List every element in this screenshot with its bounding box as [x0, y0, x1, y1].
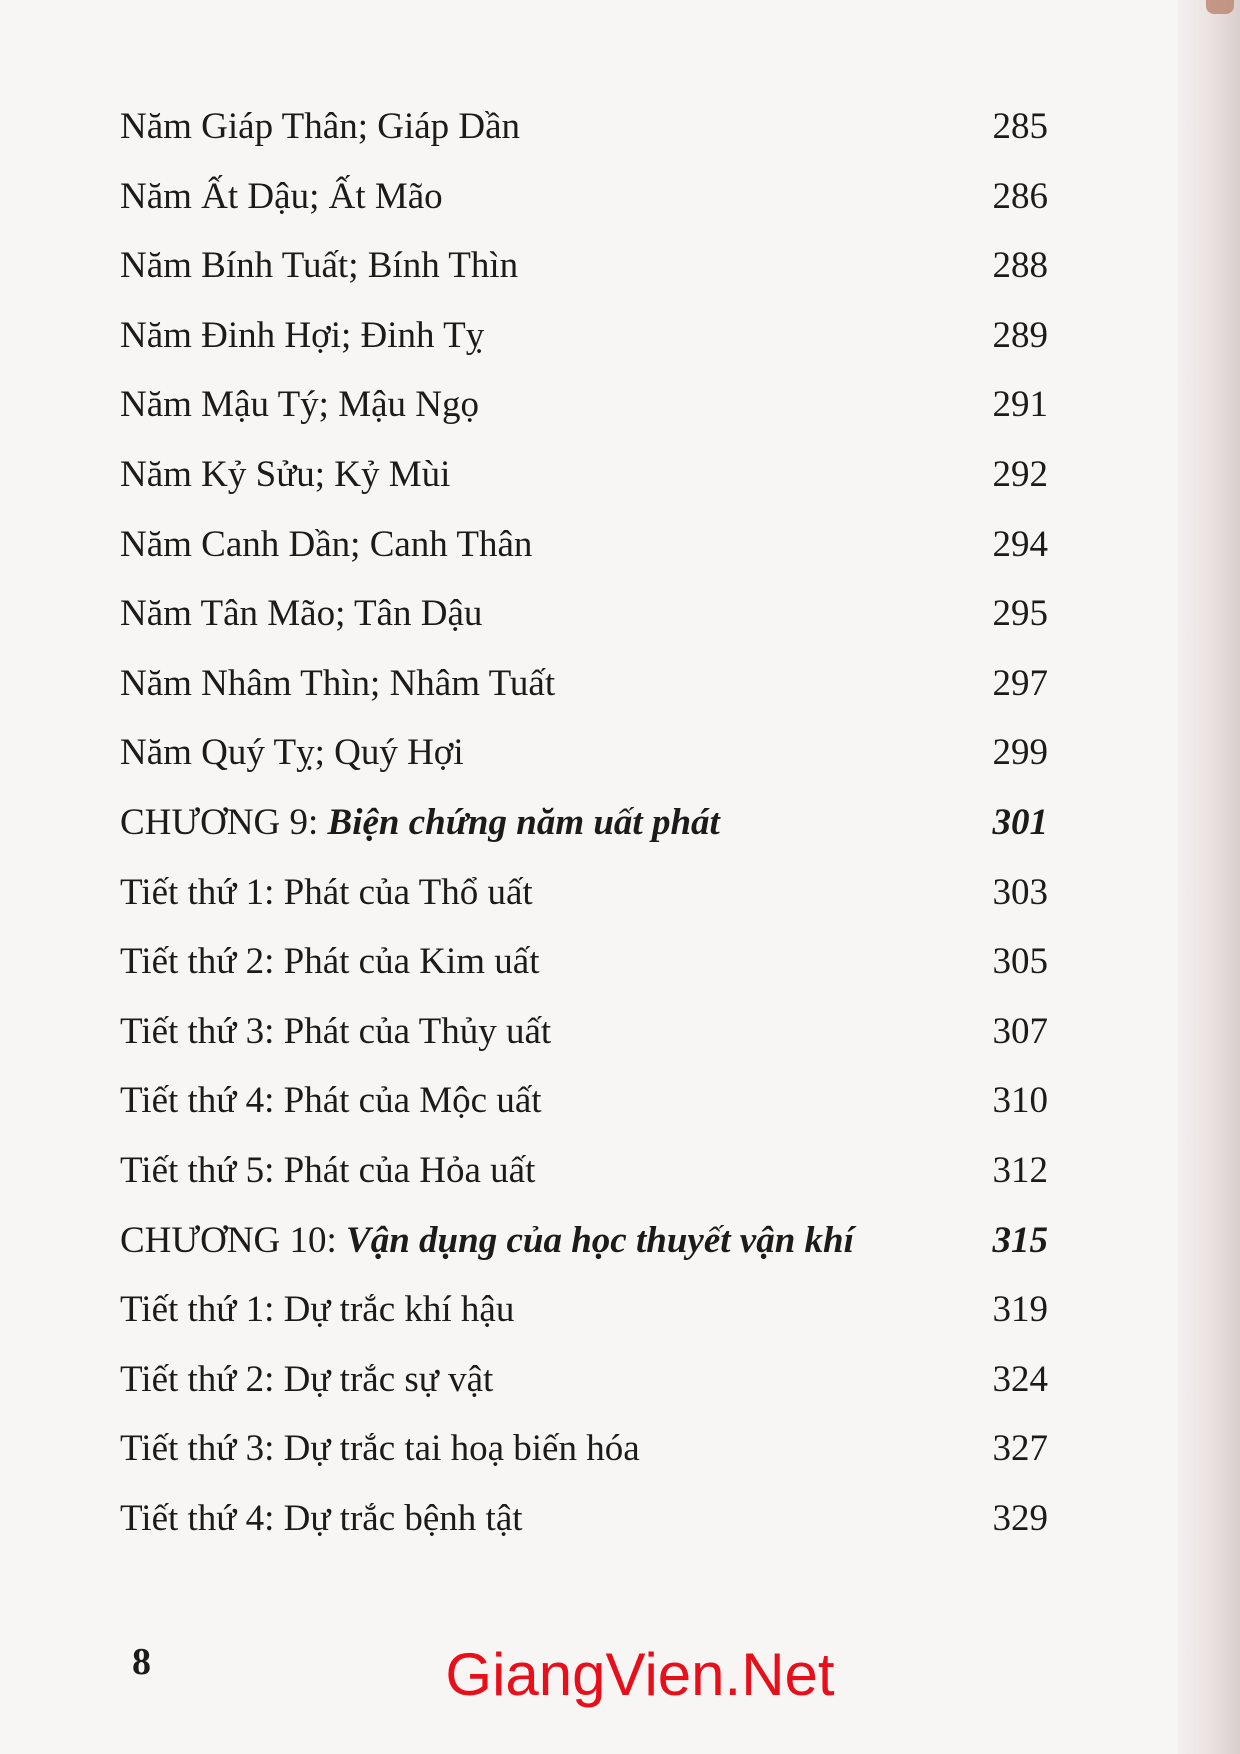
toc-row	[120, 1066, 1060, 1136]
toc-row	[120, 440, 1060, 510]
toc-page-number: 288	[992, 245, 1048, 287]
toc-row	[120, 301, 1060, 371]
chapter-title: Biện chứng năm uất phát	[327, 801, 720, 843]
toc-row	[120, 370, 1060, 440]
toc-entry-title: Tiết thứ 4: Dự trắc bệnh tật	[120, 1497, 523, 1539]
page-number: 8	[132, 1641, 151, 1683]
toc-page-number: 303	[992, 871, 1048, 913]
toc-row	[120, 649, 1060, 719]
toc-row	[120, 927, 1060, 997]
toc-row	[120, 162, 1060, 232]
toc-row	[120, 1484, 1060, 1554]
toc-entry-title: Năm Kỷ Sửu; Kỷ Mùi	[120, 453, 451, 495]
toc-page-number: 289	[992, 314, 1048, 356]
page-edge-shadow	[1178, 0, 1240, 1754]
toc-entry-title: Năm Bính Tuất; Bính Thìn	[120, 245, 519, 287]
toc-entry-title: Năm Mậu Tý; Mậu Ngọ	[120, 384, 479, 426]
toc-row	[120, 997, 1060, 1067]
toc-entry-title: Năm Quý Tỵ; Quý Hợi	[120, 732, 464, 774]
toc-page-number: 291	[992, 384, 1048, 426]
toc-page-number: 285	[992, 106, 1048, 147]
toc-page-number: 315	[992, 1219, 1048, 1261]
toc-entry-title: Năm Nhâm Thìn; Nhâm Tuất	[120, 662, 556, 704]
toc-page-number: 329	[992, 1497, 1048, 1539]
toc-row	[120, 1275, 1060, 1345]
toc-page-number: 295	[992, 593, 1048, 635]
toc-entry-title: Tiết thứ 3: Phát của Thủy uất	[120, 1010, 552, 1052]
toc-entry-title: Tiết thứ 2: Phát của Kim uất	[120, 941, 540, 983]
toc-row	[120, 510, 1060, 580]
chapter-label: CHƯƠNG 10:	[120, 1219, 347, 1261]
toc-entry-title: Tiết thứ 1: Dự trắc khí hậu	[120, 1289, 515, 1331]
toc-row	[120, 1414, 1060, 1484]
chapter-label: CHƯƠNG 9:	[120, 801, 328, 843]
table-of-contents	[120, 92, 1060, 1553]
toc-row	[120, 231, 1060, 301]
toc-page-number: 286	[992, 175, 1048, 217]
toc-entry-title: Tiết thứ 1: Phát của Thổ uất	[120, 871, 533, 913]
toc-entry-title: Tiết thứ 4: Phát của Mộc uất	[120, 1080, 542, 1122]
toc-entry-title	[120, 1206, 854, 1276]
toc-chapter-row	[120, 788, 1060, 858]
toc-page-number: 324	[992, 1358, 1048, 1400]
toc-row	[120, 579, 1060, 649]
watermark-logo[interactable]: GiangVien.Net	[445, 1641, 835, 1708]
toc-page-number: 292	[992, 453, 1048, 495]
toc-page-number: 299	[992, 732, 1048, 774]
toc-entry-title: Năm Canh Dần; Canh Thân	[120, 523, 533, 565]
toc-page-number: 297	[992, 662, 1048, 704]
toc-entry-title	[120, 788, 720, 858]
toc-entry-title: Năm Tân Mão; Tân Dậu	[120, 593, 483, 635]
toc-row	[120, 858, 1060, 928]
toc-entry-title: Tiết thứ 5: Phát của Hỏa uất	[120, 1149, 536, 1191]
toc-page-number: 294	[992, 523, 1048, 565]
toc-entry-title: Năm Giáp Thân; Giáp Dần	[120, 106, 521, 147]
toc-row	[120, 1345, 1060, 1415]
toc-page-number: 327	[992, 1428, 1048, 1470]
toc-row	[120, 92, 1060, 162]
toc-page-number: 307	[992, 1010, 1048, 1052]
toc-row	[120, 718, 1060, 788]
toc-entry-title: Năm Đinh Hợi; Đinh Tỵ	[120, 314, 485, 356]
toc-entry-title: Tiết thứ 2: Dự trắc sự vật	[120, 1358, 494, 1400]
toc-page-number: 319	[992, 1289, 1048, 1331]
toc-page-number: 312	[992, 1149, 1048, 1191]
toc-chapter-row	[120, 1206, 1060, 1276]
toc-row	[120, 1136, 1060, 1206]
chapter-title: Vận dụng của học thuyết vận khí	[346, 1219, 854, 1261]
toc-page-number: 310	[992, 1080, 1048, 1122]
toc-entry-title: Năm Ất Dậu; Ất Mão	[120, 175, 443, 217]
toc-page-number: 305	[992, 941, 1048, 983]
toc-entry-title: Tiết thứ 3: Dự trắc tai hoạ biến hóa	[120, 1428, 640, 1470]
toc-page-number: 301	[992, 801, 1048, 843]
corner-mark	[1206, 0, 1234, 14]
